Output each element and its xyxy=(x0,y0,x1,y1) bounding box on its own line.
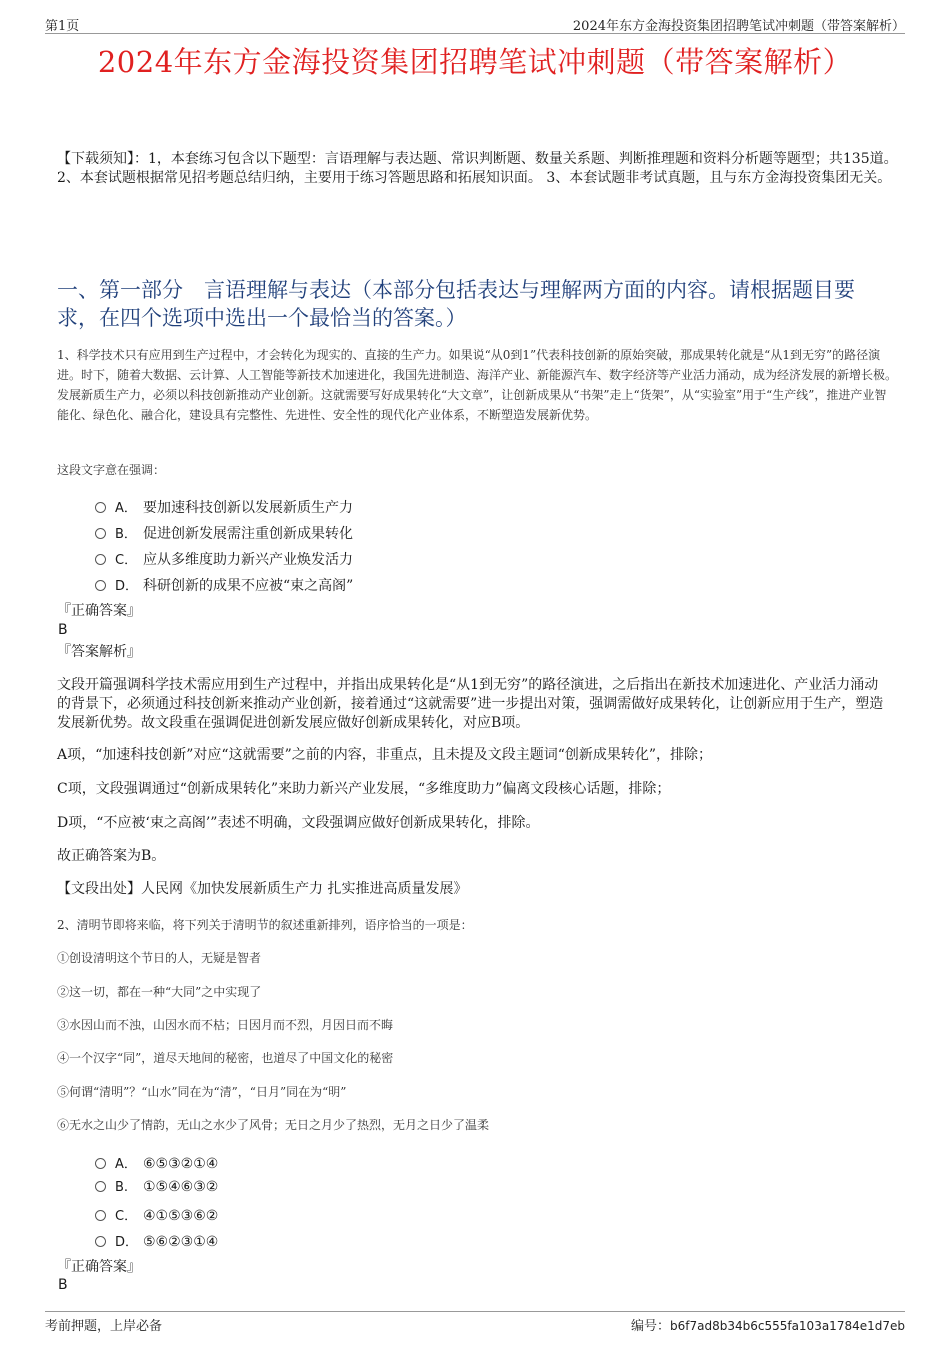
option-letter: B. xyxy=(115,1180,129,1195)
q2-answer-label: 『正确答案』 xyxy=(57,1259,141,1275)
option-text: 应从多维度助力新兴产业焕发活力 xyxy=(143,552,353,568)
option-letter: C． xyxy=(115,1209,138,1224)
q1-option-b[interactable] xyxy=(95,523,353,543)
q1-option-d[interactable] xyxy=(95,575,353,595)
option-letter: A． xyxy=(115,501,137,516)
option-text: 要加速科技创新以发展新质生产力 xyxy=(143,500,353,516)
question-2-stem: 2、清明节即将来临，将下列关于清明节的叙述重新排列，语序恰当的一项是： xyxy=(57,918,473,932)
q1-analysis-label: 『答案解析』 xyxy=(57,644,141,660)
option-text: 科研创新的成果不应被“束之高阁” xyxy=(143,578,354,594)
footer-code xyxy=(631,1315,905,1334)
header-doc-title: 2024年东方金海投资集团招聘笔试冲刺题（带答案解析） xyxy=(572,19,905,34)
q1-option-c[interactable] xyxy=(95,549,353,569)
q1-source: 【文段出处】人民网《加快发展新质生产力 扎实推进高质量发展》 xyxy=(57,881,468,897)
radio-icon[interactable] xyxy=(95,554,106,565)
q1-analysis-paragraph: D项，“不应被‘束之高阁’”表述不明确，文段强调应做好创新成果转化，排除。 xyxy=(57,815,540,831)
option-letter: A． xyxy=(115,1157,137,1172)
footer-code-value: b6f7ad8b34b6c555fa103a1784e1d7eb xyxy=(669,1319,905,1333)
radio-icon[interactable] xyxy=(95,502,106,513)
q1-option-a[interactable] xyxy=(95,497,353,517)
q2-option-c[interactable] xyxy=(95,1205,218,1224)
radio-icon[interactable] xyxy=(95,1158,106,1169)
option-letter: B． xyxy=(115,527,137,542)
footer-code-label: 编号： xyxy=(630,1319,670,1334)
q2-item: ③水因山而不浊，山因水而不枯；日因月而不烈，月因日而不晦 xyxy=(57,1018,394,1032)
question-1-prompt: 这段文字意在强调： xyxy=(57,463,166,477)
radio-icon[interactable] xyxy=(95,1210,106,1221)
option-letter: D． xyxy=(115,579,139,594)
page-number: 第1页 xyxy=(45,19,80,34)
footer-divider xyxy=(45,1311,905,1312)
q1-answer-value: B xyxy=(58,622,68,638)
option-letter: D． xyxy=(115,1235,139,1250)
q2-item: ④一个汉字“同”，道尽天地间的秘密，也道尽了中国文化的秘密 xyxy=(57,1051,394,1065)
option-text: ⑥⑤③②①④ xyxy=(143,1156,219,1172)
header-divider xyxy=(45,33,905,34)
q1-analysis-paragraph: 文段开篇强调科学技术需应用到生产过程中，并指出成果转化是“从1到无穷”的路径演进，之后指出在新技术加速进化、产业活力涌动的背景下，必须通过科技创新来推动产业创新，接着通过“这就需要”进一步提出对策，强调需做好成果转化，让创新应用于生产，塑造发展新优势。故文段重在强调促进创新发展应做好创新成果转化，对应B项。 xyxy=(57,677,884,731)
option-text: ⑤⑥②③①④ xyxy=(143,1234,219,1250)
option-text: ④①⑤③⑥② xyxy=(143,1208,219,1224)
option-letter: C． xyxy=(115,553,138,568)
footer-slogan: 考前押题，上岸必备 xyxy=(45,1319,163,1334)
radio-icon[interactable] xyxy=(95,1181,106,1192)
option-text: ①⑤④⑥③② xyxy=(143,1179,219,1195)
radio-icon[interactable] xyxy=(95,1236,106,1247)
q1-analysis-paragraph: 故正确答案为B。 xyxy=(57,848,166,864)
radio-icon[interactable] xyxy=(95,580,106,591)
q2-option-b[interactable] xyxy=(95,1179,218,1195)
q2-answer-value: B xyxy=(58,1277,68,1293)
q2-item: ①创设清明这个节日的人，无疑是智者 xyxy=(57,951,262,965)
q2-option-a[interactable] xyxy=(95,1153,218,1172)
q2-option-d[interactable] xyxy=(95,1231,218,1250)
q1-analysis-paragraph: A项，“加速科技创新”对应“这就需要”之前的内容，非重点，且未提及文段主题词“创新成果转化”，排除； xyxy=(57,747,713,763)
section-heading: 一、第一部分 言语理解与表达（本部分包括表达与理解两方面的内容。请根据题目要求，在四个选项中选出一个最恰当的答案。） xyxy=(57,278,855,330)
question-1-stem: 1、科学技术只有应用到生产过程中，才会转化为现实的、直接的生产力。如果说“从0到1”代表科技创新的原始突破，那成果转化就是“从1到无穷”的路径演进。时下，随着大数据、云计算、人工智能等新技术加速进化，我国先进制造、海洋产业、新能源汽车、数字经济等产业活力涌动，成为经济发展的新增长极。发展新质生产力，必须以科技创新推动产业创新。这就需要写好成果转化“大文章”，让创新成果从“书架”走上“货架”，从“实验室”用于“生产线”，推进产业智能化、绿色化、融合化，建设具有完整性、先进性、安全性的现代化产业体系，不断塑造发展新优势。 xyxy=(57,348,898,422)
download-notice: 【下载须知】：1，本套练习包含以下题型：言语理解与表达题、常识判断题、数量关系题、判断推理题和资料分析题等题型；共135道。 2、本套试题根据常见招考题总结归纳，主要用于练习答题思路和拓展知识面。 3、本套试题非考试真题，且与东方金海投资集团无关。 xyxy=(57,151,898,186)
q2-item: ②这一切，都在一种“大同”之中实现了 xyxy=(57,985,262,999)
option-text: 促进创新发展需注重创新成果转化 xyxy=(143,526,353,542)
q1-analysis-paragraph: C项，文段强调通过“创新成果转化”来助力新兴产业发展，“多维度助力”偏离文段核心话题，排除； xyxy=(57,781,671,797)
q1-answer-label: 『正确答案』 xyxy=(57,603,141,619)
radio-icon[interactable] xyxy=(95,528,106,539)
q2-item: ⑤何谓“清明”？“山水”同在为“清”，“日月”同在为“明” xyxy=(57,1085,347,1099)
q2-item: ⑥无水之山少了情韵，无山之水少了风骨；无日之月少了热烈，无月之日少了温柔 xyxy=(57,1118,490,1132)
page-title: 2024年东方金海投资集团招聘笔试冲刺题（带答案解析） xyxy=(97,45,853,79)
